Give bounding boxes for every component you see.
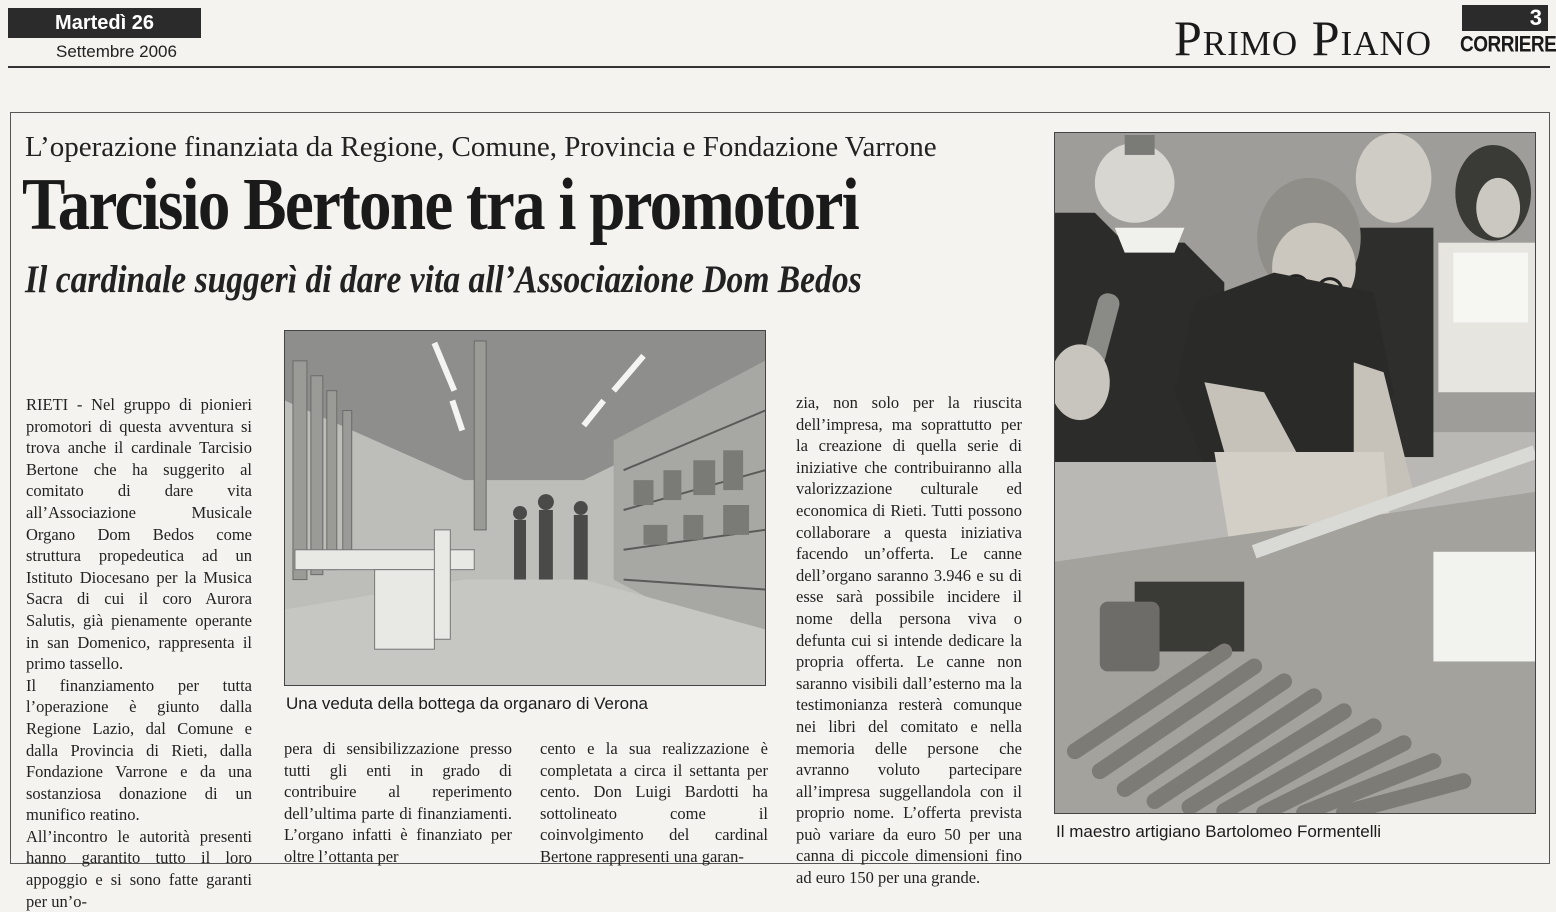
page-number: 3	[1462, 5, 1548, 31]
article-headline: Tarcisio Bertone tra i promotori	[22, 164, 858, 246]
article-column-3	[540, 738, 768, 868]
paragraph: zia, non solo per la riuscita dell’impresa, ma soprattutto per la creazione di quella serie di iniziative che contribuiranno alla valorizzazione culturale ed economica di Rieti. Tutti possono collaborare a questa iniziativa facendo un’offerta. Le canne dell’organo saranno 3.946 e su di esse sarà possibile incidere il nome della persona viva o defunta cui si intende dedicare la propria offerta. Le canne non saranno visibili dall’esterno ma la testimonianza resterà comunque nei libri del comitato e nella memoria delle persone che avranno voluto partecipare all’impresa suggellandola con il proprio nome. L’offerta prevista può variare da euro 50 per una canna di piccole dimensioni fino ad euro 150 per una grande.	[796, 393, 1022, 888]
header-rule	[8, 66, 1550, 68]
workshop-photo-caption: Una veduta della bottega da organaro di Verona	[286, 694, 648, 713]
newspaper-name: CORRIERE	[1460, 33, 1556, 58]
article-column-1	[26, 394, 252, 912]
article-column-4	[796, 392, 1022, 889]
craftsman-photo	[1054, 132, 1536, 814]
article-kicker: L’operazione finanziata da Regione, Comune, Provincia e Fondazione Varrone	[25, 131, 937, 163]
craftsman-photo-caption: Il maestro artigiano Bartolomeo Formentelli	[1056, 822, 1382, 841]
article-column-2	[284, 738, 512, 868]
paragraph: pera di sensibilizzazione presso tutti gli enti in grado di contribuire al reperimento dell’ultima parte di finanziamenti. L’organo infatti è finanziato per oltre l’ottanta per	[284, 739, 512, 866]
paragraph: RIETI - Nel gruppo di pionieri promotori di questa avventura si trova anche il cardinale Tarcisio Bertone che ha suggerito al comitato di dare vita all’Associazione Musicale Organo Dom Bedos come struttura propedeutica ad un Istituto Diocesano per la Musica Sacra di cui il coro Aurora Salutis, già pienamente operante in san Domenico, rappresenta il primo tassello.	[26, 395, 252, 674]
section-title: Primo Piano	[1174, 10, 1432, 66]
date-month-year: Settembre 2006	[56, 42, 177, 61]
date-day: Martedì 26	[8, 8, 201, 38]
paragraph: cento e la sua realizzazione è completata a circa il settanta per cento. Don Luigi Bardotti ha sottolineato come il coinvolgimento del cardinal Bertone rappresenti una garan-	[540, 739, 768, 866]
article-subhead: Il cardinale suggerì di dare vita all’Associazione Dom Bedos	[25, 258, 862, 301]
paragraph: All’incontro le autorità presenti hanno garantito tutto il loro appoggio e si sono fatte garanti per un’o-	[26, 826, 252, 911]
paragraph: Il finanziamento per tutta l’operazione è giunto dalla Regione Lazio, dal Comune e dalla Provincia di Rieti, dalla Fondazione Varrone e da una sostanziosa donazione di un munifico reatino.	[26, 675, 252, 825]
workshop-photo	[284, 330, 766, 686]
